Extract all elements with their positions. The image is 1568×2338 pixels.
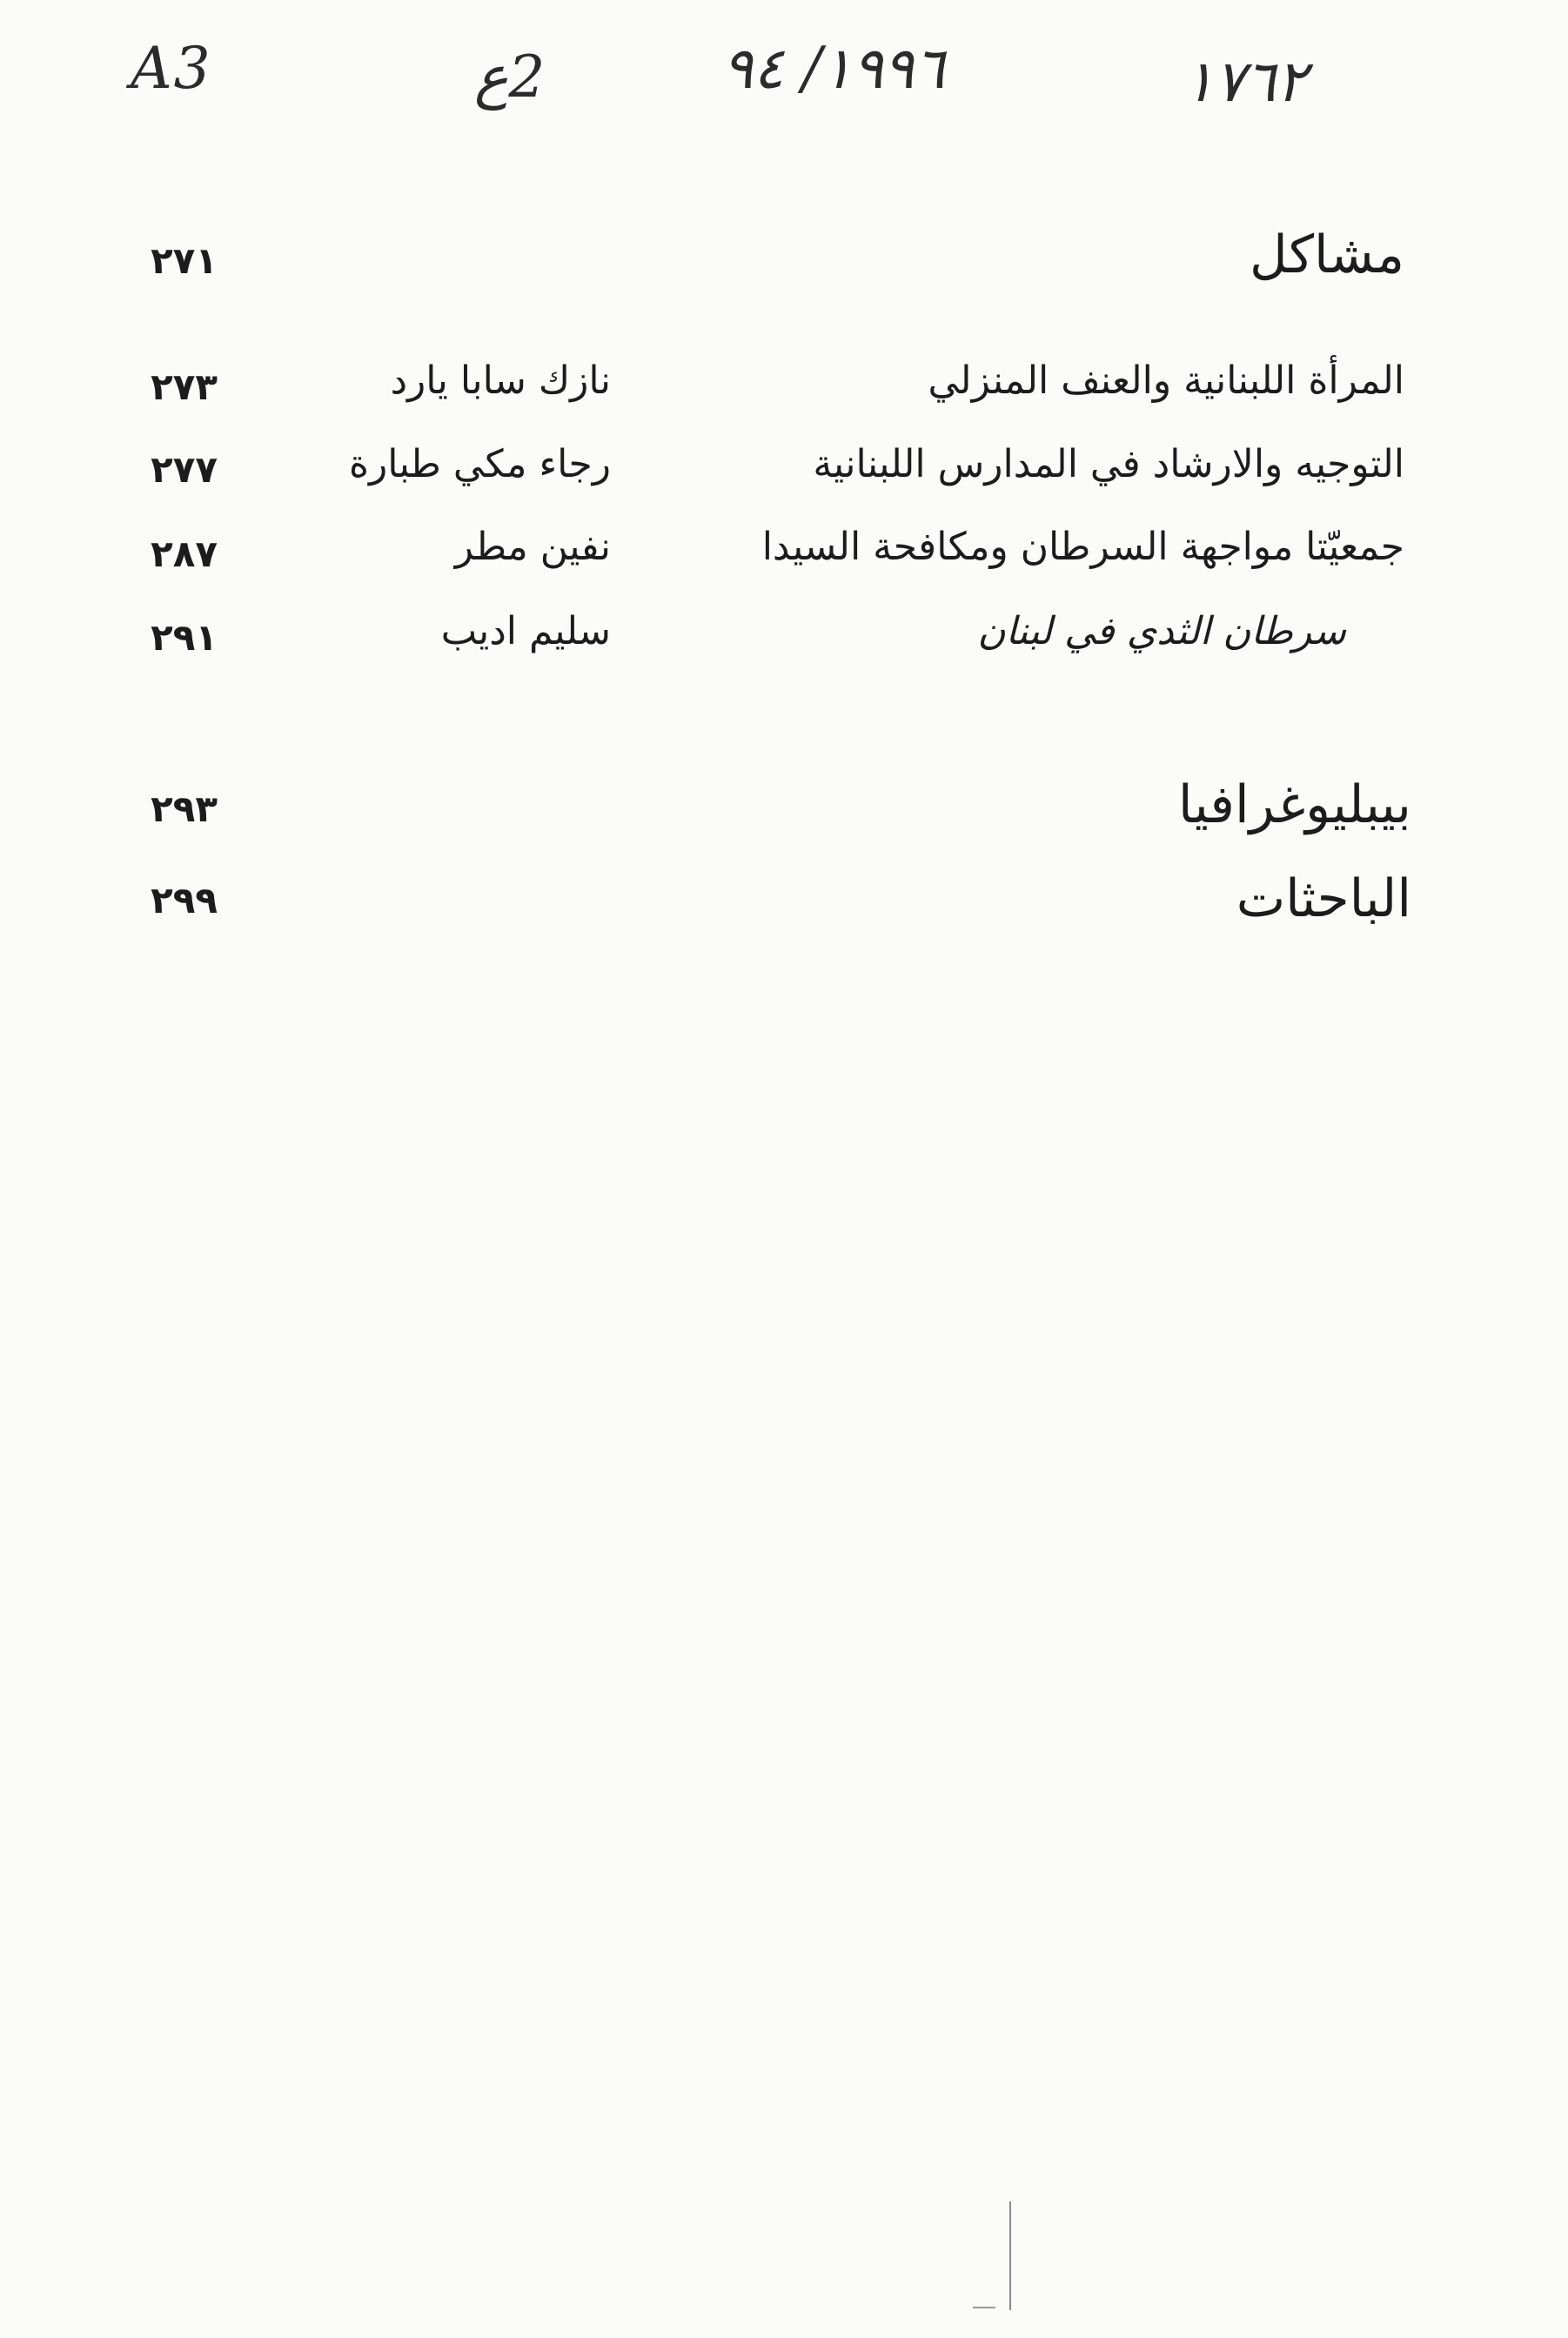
scan-mark-line [1009, 2201, 1011, 2310]
entry-author: نفين مطر [454, 525, 611, 569]
entry-title: التوجيه والارشاد في المدارس اللبنانية [813, 442, 1404, 486]
entry-page-number: ٢٧٧ [151, 448, 218, 491]
handwritten-mark-volume: 2ع [474, 44, 546, 111]
page-number-researchers: ٢٩٩ [151, 879, 218, 921]
handwritten-mark-a3: A3 [131, 35, 212, 102]
entry-title: المرأة اللبنانية والعنف المنزلي [928, 358, 1404, 403]
entry-page-number: ٢٨٧ [151, 533, 218, 575]
handwritten-mark-year: ١٩٩٦/ ٩٤ [722, 35, 945, 102]
section-title-problems: مشاكل [1250, 224, 1404, 285]
entry-title: جمعيّتا مواجهة السرطان ومكافحة السيدا [761, 525, 1404, 569]
page-number-problems: ٢٧١ [151, 239, 218, 282]
handwritten-mark-number: ١٧٦٢ [1183, 48, 1307, 115]
entry-title: سرطان الثدي في لبنان [977, 609, 1346, 653]
entry-page-number: ٢٩١ [151, 616, 218, 659]
section-title-researchers: الباحثات [1236, 868, 1411, 929]
scan-mark-dash [973, 2307, 995, 2308]
entry-page-number: ٢٧٣ [151, 365, 218, 408]
entry-author: رجاء مكي طبارة [348, 442, 611, 486]
section-title-bibliography: بيبليوغرافيا [1177, 774, 1411, 835]
entry-author: نازك سابا يارد [390, 358, 611, 403]
entry-author: سليم اديب [440, 609, 611, 653]
page-number-bibliography: ٢٩٣ [151, 787, 218, 830]
